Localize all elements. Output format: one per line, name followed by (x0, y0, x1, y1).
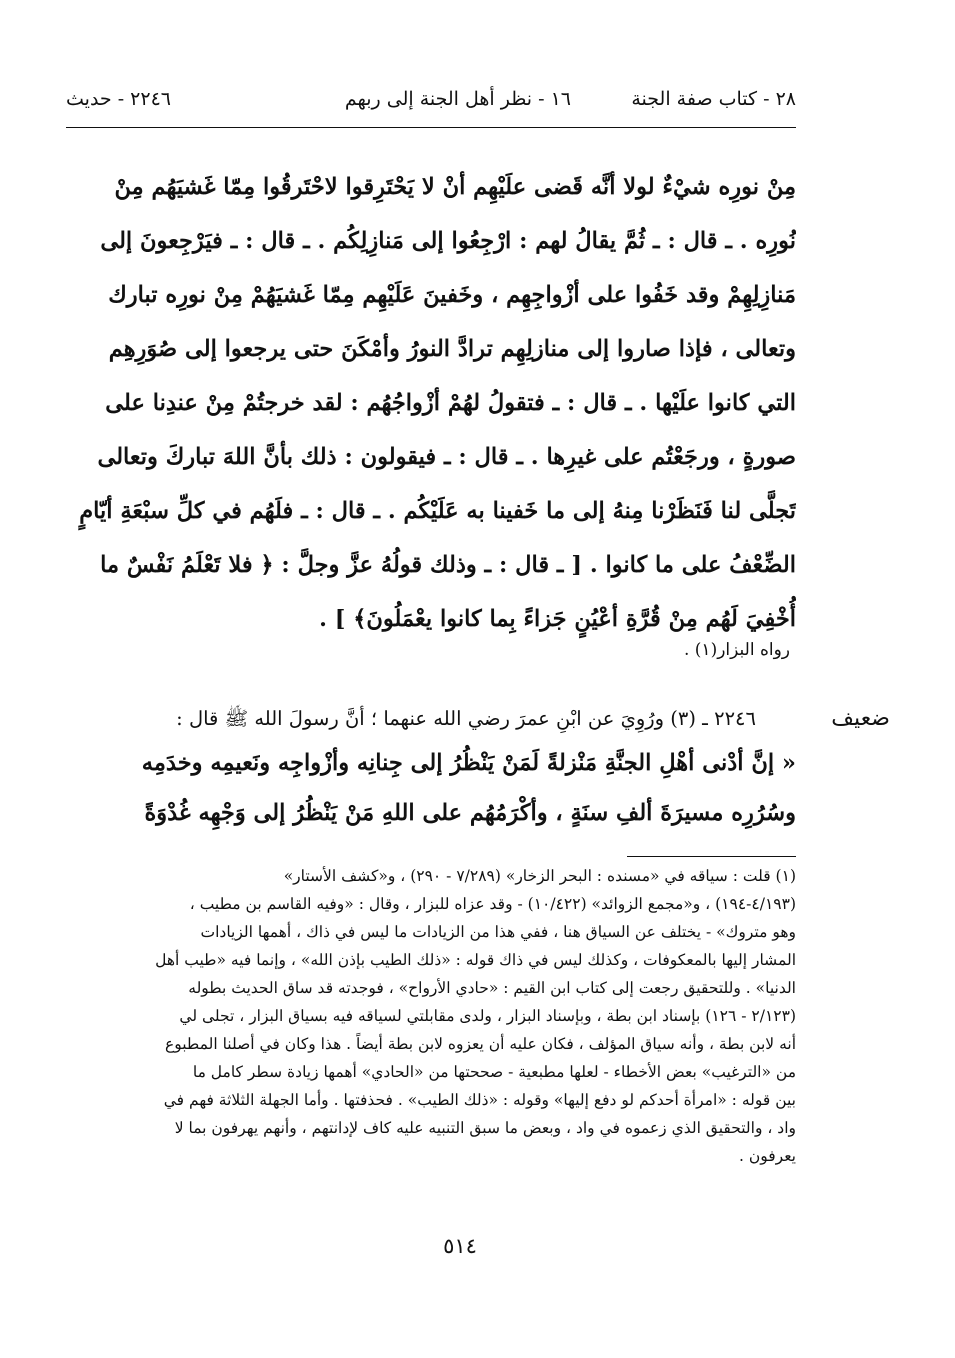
main-text-line: التي كانوا علَيْها . ـ قال : ـ فتقولُ لهُمْ أزْواجُهُم : لقد خرجتُمْ مِنْ عندِنا على (105, 390, 796, 416)
page-number: ٥١٤ (443, 1234, 477, 1258)
header-section-title: ١٦ - نظر أهل الجنة إلى ربهم (344, 88, 571, 110)
footnote-line: واد ، والتحقيق الذي زعموه في واد ، وبعض ما سبق التنبيه عليه كاف لإدانتهم ، وأنهم يهرفون بما لا (174, 1119, 796, 1137)
footnote-divider (627, 856, 796, 857)
main-text-line: نُورِه . ـ قال : ـ ثُمَّ يقالُ لهم : ارْجِعُوا إلى مَنازِلِكُم . ـ قال : ـ فيَرْجِعونَ إلى (100, 228, 796, 254)
main-text (66, 160, 796, 646)
main-text-line: أُخْفِيَ لَهُم مِنْ قُرَّةِ أعْيُنٍ جَزاءً بِما كانوا يعْمَلُونَ﴾ ] . (319, 606, 796, 632)
footnote-line: (١) قلت : سياقه في «مسنده : البحر الزخار» (٧/٢٨٩ - ٢٩٠) ، و«كشف الأستار» (283, 867, 796, 885)
main-text-line: مَنازِلِهِمْ وقد خَفُوا على أزْواجِهِم ، وخَفينَ عَلَيْهِم مِمّا غَشيَهُمْ مِنْ نورِه تبارك (108, 282, 796, 308)
footnote-line: (٢/١٢٣ - ١٢٦) بإسناد ابن بطة ، وبإسناد البزار ، ولدى مقابلتي لسياقه فيه بسياق البزار ، تجلى لي (179, 1007, 796, 1025)
header-hadith-range: ٢٢٤٦ - حديث (66, 88, 171, 110)
main-text-line: وتعالى ، فإذا صاروا إلى منازلِهِم ترادَّ النورُ وأمْكَنَ حتى يرجعوا إلى صُوَرِهِم (108, 336, 796, 362)
main-text-line: صورةٍ ، ورجَعْتُم على غيرِها . ـ قال : ـ فيقولون : ذلك بأنَّ اللهَ تباركَ وتعالى (97, 444, 796, 470)
hadith-text-line: وسُرُرِه مسيرَةَ ألفِ سنَةٍ ، وأكْرَمُهُم على اللهِ مَنْ يَنْظُرُ إلى وَجْهِه غُدْوَةً (144, 800, 796, 826)
header-divider (66, 127, 796, 128)
main-text-line: الضِّعْفُ على ما كانوا . [ ـ قال : ـ وذلك قولُهُ عزَّ وجلَّ : ﴿ فلا تَعْلَمُ نَفْسٌ ما (100, 552, 796, 578)
footnote-line: المشار إليها بالمعكوفات ، وكذلك ليس في ذاك قوله : «ذلك الطيب بإذن الله» ، وإنما فيه «طيب أهل (155, 951, 796, 969)
footnote-line: من «الترغيب» بعض الأخطاء - لعلها مطبعية - صححتها من «الحادي» أهمها زيادة سطر كامل ما (192, 1063, 796, 1081)
hadith-intro: ٢٢٤٦ ـ (٣) ورُوِيَ عن ابْنِ عمرَ رضي الله عنهما ؛ أنَّ رسولَ الله ﷺ قال : (176, 707, 756, 730)
header-book-chapter: ٢٨ - كتاب صفة الجنة (631, 88, 796, 110)
footnote-line: بين قوله : «امرأة أحدكم لو دفع إليها» وقوله : «ذلك الطيب» . فحذفتها . وأما الجهلة الثلاثة فهم في (163, 1091, 796, 1109)
main-text-line: مِنْ نورِه شيْءٌ لولا أنَّه قَضى علَيْهِم أنْ لا يَحْتَرِقوا لاحْتَرقُوا مِمّا غَشيَهُم مِنْ (114, 174, 796, 200)
main-text-line: تَجلَّى لنا فَنَظَرْنا مِنهُ إلى ما خَفينا به عَلَيْكُم . ـ قال : ـ فلَهُم في كلِّ سبْعَةِ أيّامٍ (79, 498, 796, 524)
footnotes (66, 862, 796, 1170)
footnote-line: أنه لابن بطة ، وأنه سياق المؤلف ، فكان عليه أن يعزوه لابن بطة أيضاً . هذا وكان في أصلنا المطبوع (165, 1035, 796, 1053)
hadith-grade-label: ضعيف (831, 706, 890, 731)
hadith-2246 (66, 700, 796, 838)
hadith-text-line: « إنَّ أدْنى أهْلِ الجنَّةِ مَنْزلةً لَمَنْ يَنْظُرُ إلى جِنانِه وأزْواجِه ونَعيمِه وخدَمِه (141, 750, 796, 776)
footnote-line: وهو متروك» - يختلف عن السياق هنا ، ففي هذا من الزيادات ما ليس في ذاك ، أهمها الزيادات (200, 923, 796, 941)
footnote-line: الدنيا» . وللتحقيق رجعت إلى كتاب ابن القيم : «حادي الأرواح» ، فوجدته قد ساق الحديث بطوله (188, 979, 796, 997)
footnote-line: (٤/١٩٣-١٩٤) ، و«مجمع الزوائد» (١٠/٤٢٢) - وقد عزاه للبزار ، وقال : «وفيه القاسم بن مطيب ، (189, 895, 796, 913)
running-header (66, 88, 796, 122)
footnote-line: يعرفون . (739, 1147, 796, 1165)
source-note: رواه البزار(١) . (683, 640, 790, 660)
